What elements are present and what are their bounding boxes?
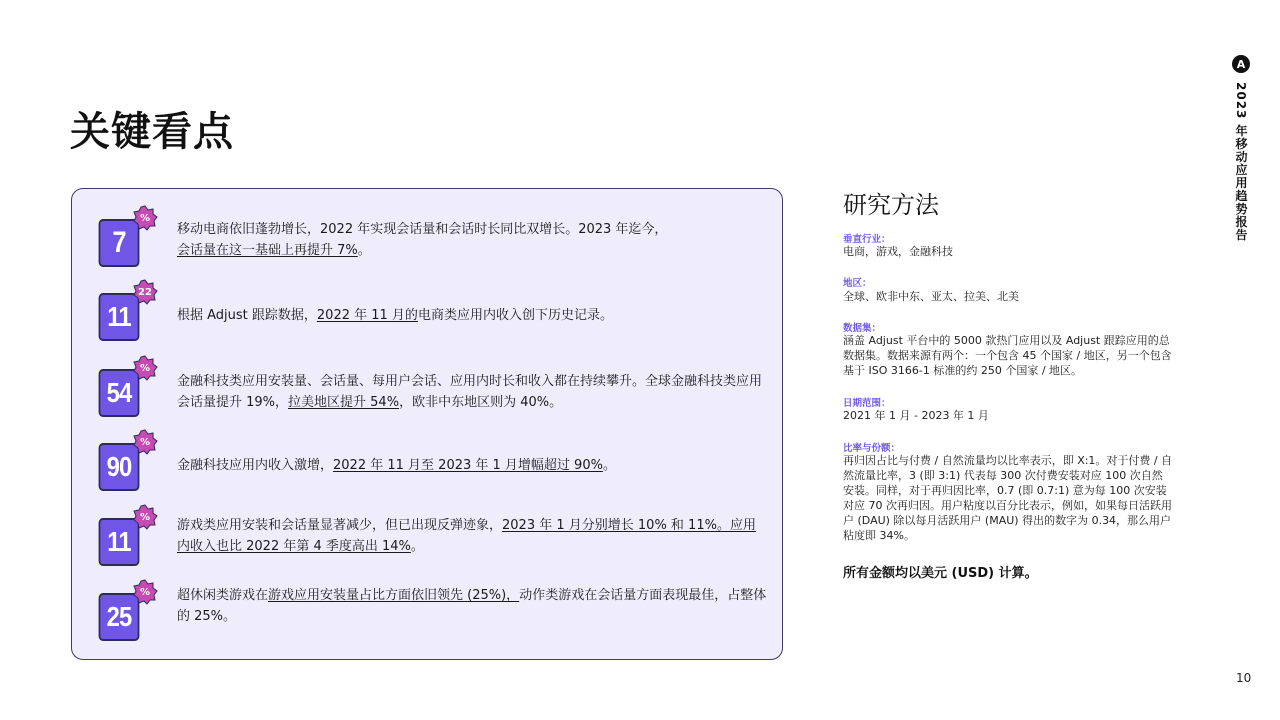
badge-text: % [139, 511, 151, 523]
badge-text: % [139, 586, 151, 598]
badge-star-icon [132, 429, 158, 455]
highlight-text-part: 金融科技类应用安装量、会话量、每用户会话、应用内时长和收入都在持续攀升。全球金融科技类应用会话量提升 19%， [177, 374, 763, 410]
badge-text: % [139, 436, 151, 448]
methodology-label: 比率与份额： [843, 443, 901, 454]
methodology-title: 研究方法 [843, 191, 939, 219]
highlight-text-part: 根据 Adjust 跟踪数据， [177, 308, 317, 323]
highlight-text-part: 移动电商依旧蓬勃增长，2022 年实现会话量和会话时长同比双增长。2023 年迄今， [177, 222, 668, 237]
highlight-text [177, 371, 767, 413]
highlight-text [177, 305, 767, 326]
badge-text: % [139, 362, 151, 374]
highlight-text-part: ，欧非中东地区则为 40%。 [399, 395, 563, 410]
page-title: 关键看点 [70, 109, 234, 155]
methodology-value: 电商，游戏，金融科技 [843, 245, 953, 258]
highlight-emphasis: 2022 年 11 月至 2023 年 1 月增幅超过 90% [333, 458, 603, 473]
page-number: 10 [1236, 671, 1252, 685]
highlight-text-part: 。 [357, 243, 371, 258]
badge-star-icon [132, 504, 158, 530]
methodology-label: 日期范围： [843, 398, 891, 409]
highlight-emphasis: 会话量在这一基础上再提升 7% [177, 243, 358, 258]
report-title: 2023 年移动应用趋势报告 [1234, 82, 1248, 242]
badge-star-icon [132, 355, 158, 381]
methodology-value: 涵盖 Adjust 平台中的 5000 款热门应用以及 Adjust 跟踪应用的总数据集。数据来源有两个：一个包含 45 个国家 / 地区，另一个包含基于 ISO 3166-1 标准的约 250 个国家 / 地区。 [843, 334, 1172, 377]
badge-text: % [139, 212, 151, 224]
highlight-text-part: 。 [602, 458, 616, 473]
highlight-emphasis: 游戏应用安装量占比方面依旧领先 (25%)， [268, 588, 520, 603]
highlight-emphasis: 2022 年 11 月的 [316, 308, 418, 323]
stat-number-badge: 25 [99, 593, 140, 641]
highlight-item [72, 511, 772, 574]
adjust-logo-icon: A [1232, 55, 1250, 73]
highlights-box [71, 188, 783, 660]
highlight-text-part: 金融科技应用内收入激增， [177, 458, 334, 473]
highlight-emphasis: 2023 年 1 月分别增长 10% 和 11%。应用内收入也比 2022 年第 4 季度高出 14% [177, 518, 756, 554]
highlight-item [72, 212, 772, 275]
highlight-text-part: 游戏类应用安装和会话量显著减少，但已出现反弹迹象， [177, 518, 503, 533]
highlight-text [177, 515, 767, 557]
stat-number-badge: 54 [99, 369, 140, 417]
stat-number-badge: 11 [99, 518, 140, 566]
stat-number-badge: 7 [99, 219, 140, 267]
highlight-item [72, 362, 772, 425]
highlight-text-part: 超休闲类游戏在 [177, 588, 269, 603]
highlight-item [72, 286, 772, 349]
badge-star-icon [132, 279, 158, 305]
badge-star-icon [132, 205, 158, 231]
highlight-emphasis: 拉美地区提升 54% [288, 395, 400, 410]
badge-text: 22 [138, 286, 152, 298]
highlight-text [177, 455, 767, 476]
badge-star-icon [132, 579, 158, 605]
stat-number-badge: 90 [99, 443, 140, 491]
methodology-value: 2021 年 1 月 - 2023 年 1 月 [843, 409, 989, 422]
highlight-item [72, 436, 772, 499]
methodology-value: 再归因占比与付费 / 自然流量均以比率表示，即 X:1。对于付费 / 自然流量比率，3 (即 3:1) 代表每 300 次付费安装对应 100 次自然安装。同样，对于再归因比率，0.7 (即 0.7:1) 意为每 100 次安装对应 70 次再归因。用户粘度以百分比表示，例如，如果每日活跃用户 (DAU) 除以每月活跃用户 (MAU) 得出的数字为 0.34，那么用户粘度即 34%。 [843, 454, 1173, 542]
methodology-value: 全球、欧非中东、亚太、拉美、北美 [843, 290, 1019, 303]
currency-note: 所有金额均以美元 (USD) 计算。 [843, 566, 1038, 581]
highlight-text-part: 电商类应用内收入创下历史记录。 [417, 308, 613, 323]
methodology-label: 垂直行业： [843, 234, 891, 245]
highlight-text [177, 219, 767, 261]
highlight-item [72, 586, 772, 649]
highlight-text [177, 585, 767, 627]
methodology-label: 地区： [843, 278, 872, 289]
highlight-text-part: 动作类游戏在会话量方面表现最佳，占整体的 25%。 [177, 588, 767, 624]
methodology-label: 数据集： [843, 323, 882, 334]
stat-number-badge: 11 [99, 293, 140, 341]
highlight-text-part: 。 [410, 539, 424, 554]
